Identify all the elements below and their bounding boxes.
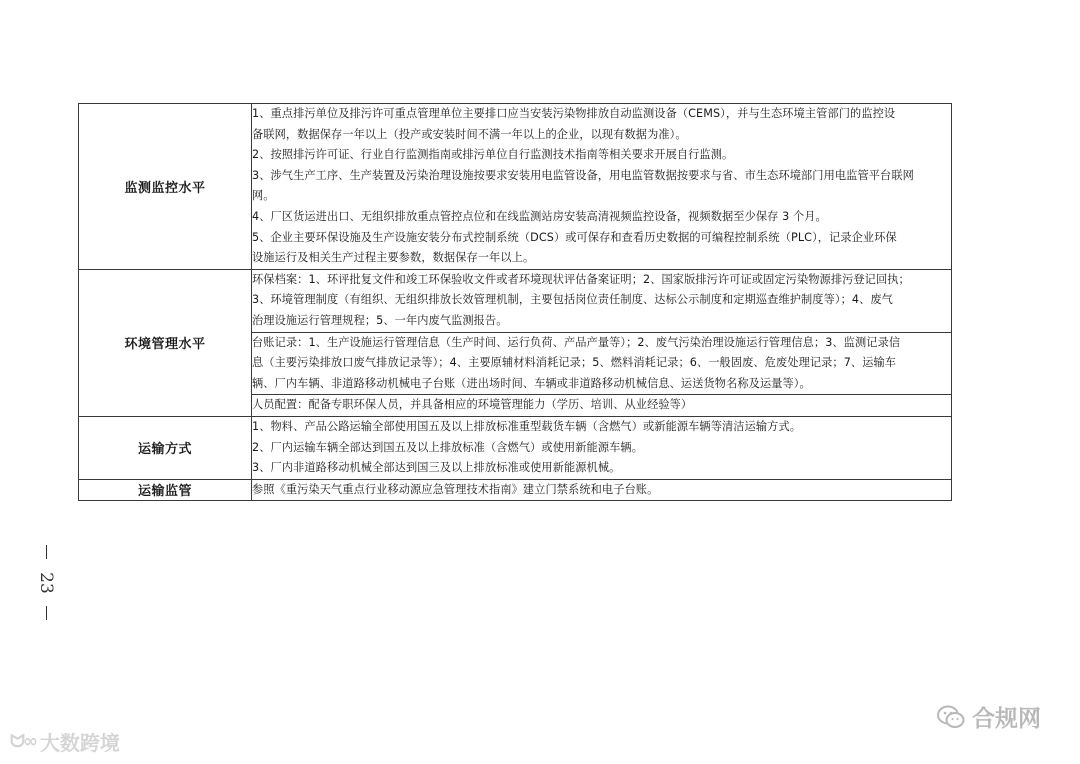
content-cell: [252, 332, 952, 395]
text-line: 台账记录：1、生产设施运行管理信息（生产时间、运行负荷、产品产量等）；2、废气污染治理设施运行管理信息；3、监测记录信: [252, 335, 901, 349]
category-cell: 监测监控水平: [79, 104, 252, 270]
text-line: 5、企业主要环保设施及生产设施安装分布式控制系统（DCS）或可保存和查看历史数据的可编程控制系统（PLC），记录企业环保: [252, 230, 897, 244]
watermark-right: [936, 700, 1041, 733]
text-line: 网。: [252, 189, 275, 203]
table-row: [79, 479, 952, 501]
category-cell: 运输方式: [79, 416, 252, 479]
content-cell: [252, 269, 952, 332]
text-line: 1、重点排污单位及排污许可重点管理单位主要排口应当安装污染物排放自动监测设备（CEMS），并与生态环境主管部门的监控设: [252, 107, 896, 120]
content-cell: [252, 104, 952, 270]
text-line: 3、厂内非道路移动机械全部达到国三及以上排放标准或使用新能源机械。: [252, 461, 621, 475]
table-row: [79, 269, 952, 332]
text-line: 息（主要污染排放口废气排放记录等）；4、主要原辅材料消耗记录；5、燃料消耗记录；6、一般固废、危废处理记录；7、运输车: [252, 356, 897, 370]
text-line: 1、物料、产品公路运输全部使用国五及以上排放标准重型载货车辆（含燃气）或新能源车辆等清洁运输方式。: [252, 419, 802, 433]
table-row: [79, 416, 952, 479]
text-line: 参照《重污染天气重点行业移动源应急管理技术指南》建立门禁系统和电子台账。: [252, 482, 659, 496]
text-line: 3、环境管理制度（有组织、无组织排放长效管理机制，主要包括岗位责任制度、达标公示制度和定期巡查维护制度等）；4、废气: [252, 293, 893, 307]
category-cell: 环境管理水平: [79, 269, 252, 416]
page-number-dash: [46, 545, 47, 559]
standards-table: [78, 103, 952, 501]
text-line: 备联网，数据保存一年以上（投产或安装时间不满一年以上的企业，以现有数据为准）。: [252, 127, 687, 141]
page-number-dash: [46, 606, 47, 620]
text-line: 3、涉气生产工序、生产装置及污染治理设施按要求安装用电监管设备，用电监管数据按要求与省、市生态环境部门用电监管平台联网: [252, 168, 914, 182]
brand-logo-icon: ᗢ∞: [10, 731, 36, 752]
content-cell: [252, 479, 952, 501]
content-cell: [252, 416, 952, 479]
wechat-icon: [936, 704, 966, 730]
text-line: 2、按照排污许可证、行业自行监测指南或排污单位自行监测技术指南等相关要求开展自行监测。: [252, 148, 734, 162]
text-line: 辆、厂内车辆、非道路移动机械电子台账（进出场时间、车辆或非道路移动机械信息、运送货物名称及运量等）。: [252, 376, 811, 390]
category-cell: 运输监管: [79, 479, 252, 501]
watermark-right-text: 合规网: [972, 706, 1041, 732]
text-line: 治理设施运行管理规程；5、一年内废气监测报告。: [252, 313, 508, 327]
text-line: 环保档案：1、环评批复文件和竣工环保验收文件或者环境现状评估备案证明；2、国家版排污许可证或固定污染物源排污登记回执；: [252, 272, 910, 286]
text-line: 4、厂区货运进出口、无组织排放重点管控点位和在线监测站房安装高清视频监控设备，视频数据至少保存 3 个月。: [252, 209, 827, 223]
page-number-value: 23: [35, 571, 56, 594]
content-cell: [252, 395, 952, 417]
watermark-left: [10, 727, 120, 756]
text-line: 人员配置：配备专职环保人员，并具备相应的环境管理能力（学历、培训、从业经验等）: [252, 398, 693, 412]
watermark-left-text: 大数跨境: [39, 731, 120, 755]
text-line: 设施运行及相关生产过程主要参数，数据保存一年以上。: [252, 251, 535, 265]
text-line: 2、厂内运输车辆全部达到国五及以上排放标准（含燃气）或使用新能源车辆。: [252, 440, 643, 454]
table-row: [79, 104, 952, 270]
page-number: [35, 545, 57, 620]
